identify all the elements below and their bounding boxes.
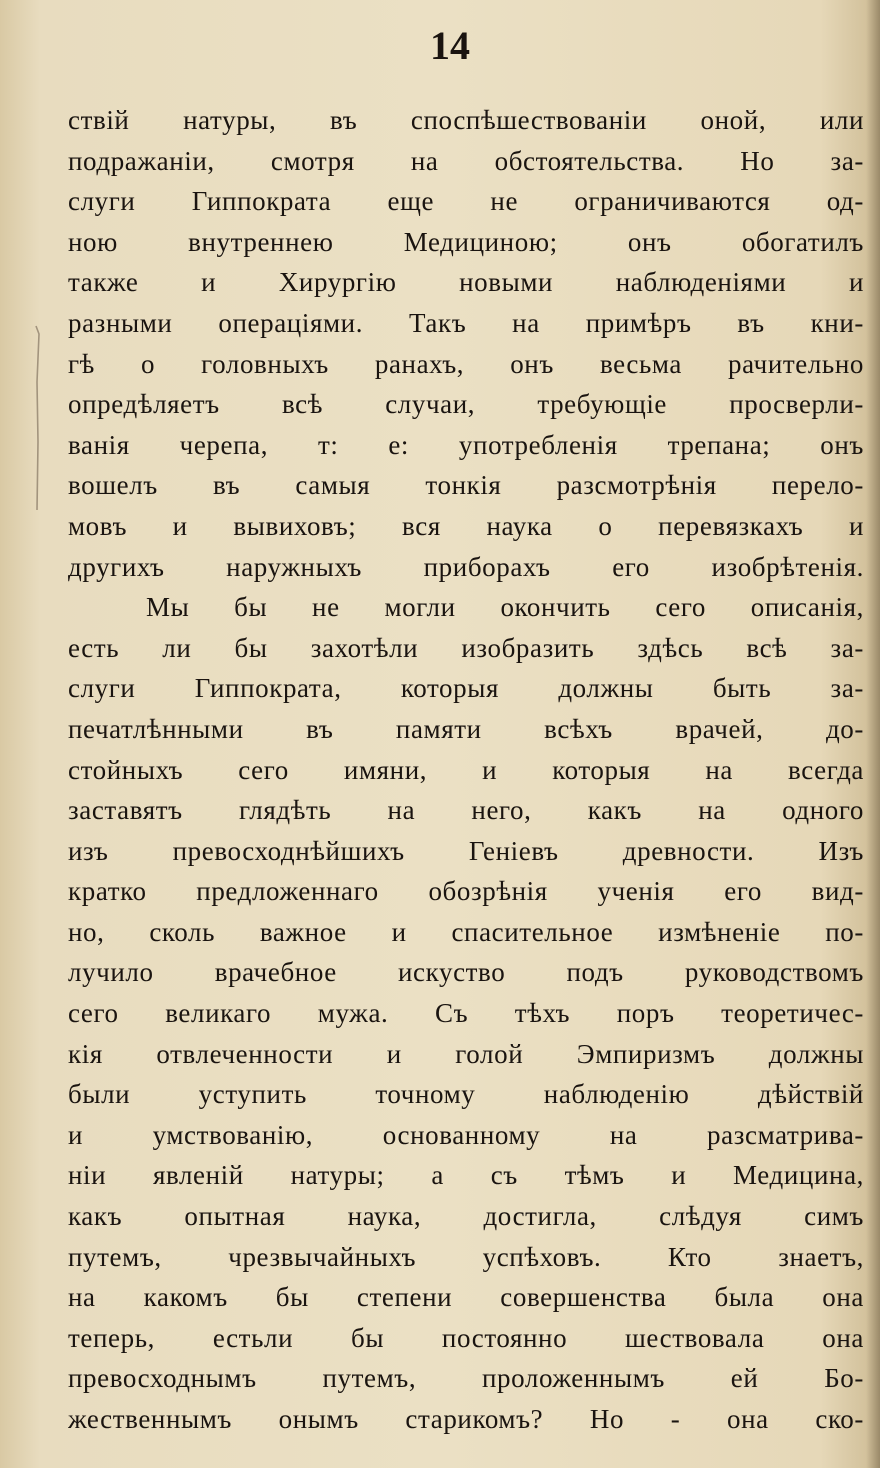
text-line: кратко предложеннаго обозрѣнія ученія его вид-: [68, 876, 864, 907]
text-line: печатлѣнными въ памяти всѣхъ врачей, до-: [68, 713, 864, 744]
paragraph-last-line: другихъ наружныхъ приборахъ его изобрѣтенія.: [68, 551, 864, 582]
text-line: слуги Гиппократа, которыя должны быть за-: [68, 673, 864, 704]
body-text: [68, 100, 864, 1440]
paragraph-first-line: Мы бы не могли окончить сего описанія,: [146, 592, 864, 623]
text-line: опредѣляетъ всѣ случаи, требующіе просверли-: [68, 389, 864, 420]
text-line: ствій натуры, въ споспѣшествованіи оной, или: [68, 105, 864, 135]
page-number: 14: [430, 23, 470, 68]
text-line: превосходнымъ путемъ, проложеннымъ ей Бо-: [68, 1363, 864, 1394]
margin-pencil-mark: [32, 322, 46, 512]
text-line: изъ превосходнѣйшихъ Геніевъ древности. Изъ: [68, 835, 864, 866]
text-line: были уступить точному наблюденію дѣйствій: [68, 1079, 864, 1110]
text-line: на какомъ бы степени совершенства была она: [68, 1282, 864, 1313]
text-line: жественнымъ онымъ старикомъ? Но - она ско-: [68, 1404, 864, 1434]
text-line: какъ опытная наука, достигла, слѣдуя симъ: [68, 1201, 864, 1232]
text-line: есть ли бы захотѣли изобразить здѣсь всѣ за-: [68, 632, 864, 663]
text-line: путемъ, чрезвычайныхъ успѣховъ. Кто знаетъ,: [68, 1241, 864, 1272]
text-line: и умствованію, основанному на разсматрива-: [68, 1119, 864, 1150]
text-line: кія отвлеченности и голой Эмпиризмъ должны: [68, 1038, 864, 1069]
text-line: ною внутреннею Медициною; онъ обогатилъ: [68, 226, 864, 257]
text-line: разными операціями. Такъ на примѣръ въ кни-: [68, 307, 864, 338]
text-line: стойныхъ сего имяни, и которыя на всегда: [68, 754, 864, 785]
text-line: также и Хирургію новыми наблюденіями и: [68, 267, 864, 298]
text-line: вошелъ въ самыя тонкія разсмотрѣнія перело-: [68, 470, 864, 501]
text-line: мовъ и вывиховъ; вся наука о перевязкахъ и: [68, 510, 864, 541]
text-line: подражаніи, смотря на обстоятельства. Но за-: [68, 145, 864, 176]
text-line: гѣ о головныхъ ранахъ, онъ весьма рачительно: [68, 348, 864, 379]
text-line: ніи явленій натуры; а съ тѣмъ и Медицина,: [68, 1160, 864, 1191]
text-line: ванія черепа, т: е: употребленія трепана; онъ: [68, 429, 864, 460]
text-line: но, сколь важное и спасительное измѣненіе по-: [68, 916, 864, 947]
text-line: заставятъ глядѣть на него, какъ на одного: [68, 795, 864, 826]
text-line: сего великаго мужа. Съ тѣхъ поръ теоретичес-: [68, 998, 864, 1029]
text-line: лучило врачебное искуство подъ руководствомъ: [68, 957, 864, 988]
page-edge-shadow: [866, 0, 880, 1468]
text-line: слуги Гиппократа еще не ограничиваются од-: [68, 186, 864, 217]
text-line: теперь, естьли бы постоянно шествовала она: [68, 1322, 864, 1353]
